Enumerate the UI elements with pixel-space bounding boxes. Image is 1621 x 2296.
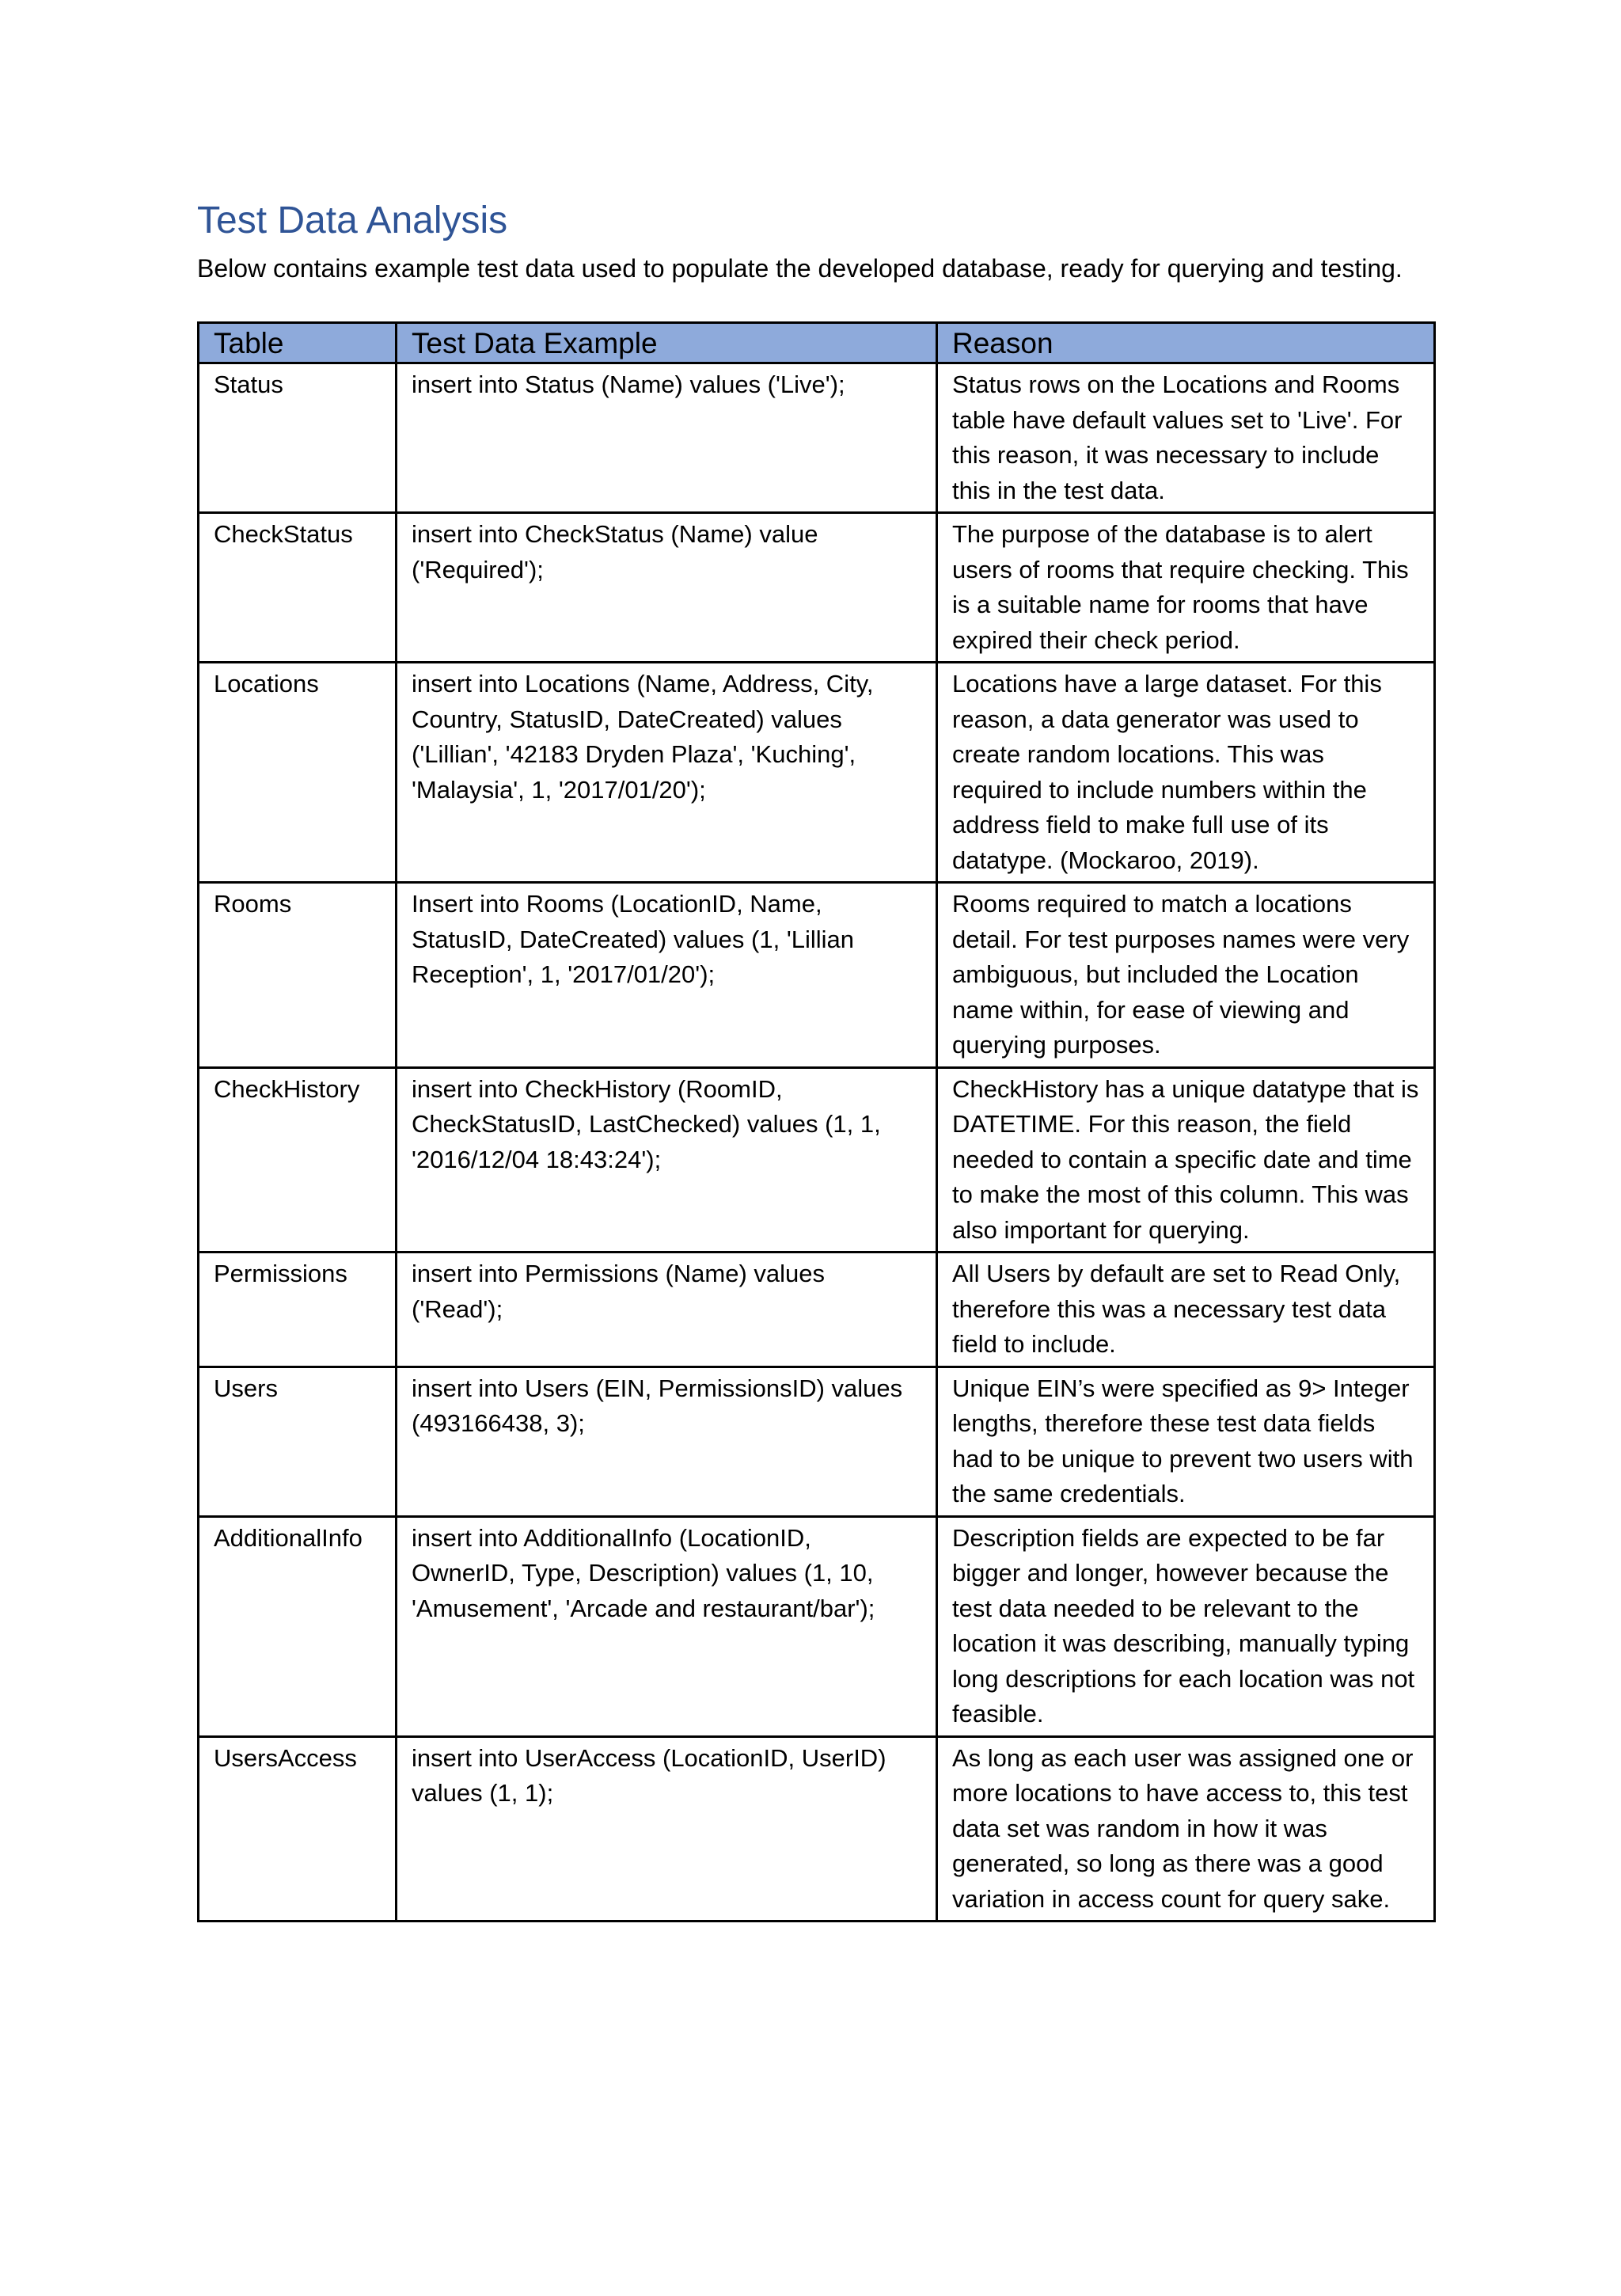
cell-example: insert into Users (EIN, PermissionsID) values (493166438, 3); [397,1367,937,1516]
cell-example: insert into CheckStatus (Name) value ('Required'); [397,513,937,663]
cell-example: insert into Locations (Name, Address, City, Country, StatusID, DateCreated) values ('Lillian', '42183 Dryden Plaza', 'Kuching', 'Malaysia', 1, '2017/01/20'); [397,663,937,883]
table-row [199,883,1435,1068]
table-row [199,1367,1435,1516]
test-data-table [197,321,1436,1922]
table-row [199,663,1435,883]
table-row [199,363,1435,513]
cell-table-name: CheckHistory [199,1067,397,1253]
cell-reason: Unique EIN’s were specified as 9> Integer lengths, therefore these test data fields had to be unique to prevent two users with the same credentials. [937,1367,1435,1516]
header-table: Table [199,323,397,363]
cell-reason: As long as each user was assigned one or more locations to have access to, this test data set was random in how it was generated, so long as there was a good variation in access count for query sake. [937,1736,1435,1922]
cell-table-name: Rooms [199,883,397,1068]
table-row [199,1736,1435,1922]
cell-table-name: Locations [199,663,397,883]
cell-reason: Rooms required to match a locations detail. For test purposes names were very ambiguous, but included the Location name within, for ease of viewing and querying purposes. [937,883,1435,1068]
header-reason: Reason [937,323,1435,363]
table-row [199,1516,1435,1736]
page-title: Test Data Analysis [197,200,508,241]
table-row [199,1253,1435,1367]
cell-reason: Description fields are expected to be far bigger and longer, however because the test data needed to be relevant to the location it was describing, manually typing long descriptions for each location was not feasible. [937,1516,1435,1736]
cell-example: insert into CheckHistory (RoomID, CheckStatusID, LastChecked) values (1, 1, '2016/12/04 18:43:24'); [397,1067,937,1253]
cell-example: insert into UserAccess (LocationID, UserID) values (1, 1); [397,1736,937,1922]
intro-paragraph: Below contains example test data used to populate the developed database, ready for querying and testing. [197,254,1403,283]
cell-reason: Locations have a large dataset. For this reason, a data generator was used to create random locations. This was required to include numbers within the address field to make full use of its datatype. (Mockaroo, 2019). [937,663,1435,883]
cell-table-name: Status [199,363,397,513]
cell-table-name: AdditionalInfo [199,1516,397,1736]
cell-reason: All Users by default are set to Read Only, therefore this was a necessary test data field to include. [937,1253,1435,1367]
table-header-row [199,323,1435,363]
cell-table-name: Users [199,1367,397,1516]
cell-example: insert into Status (Name) values ('Live'); [397,363,937,513]
cell-example: Insert into Rooms (LocationID, Name, StatusID, DateCreated) values (1, 'Lillian Reception', 1, '2017/01/20'); [397,883,937,1068]
cell-table-name: CheckStatus [199,513,397,663]
cell-example: insert into AdditionalInfo (LocationID, OwnerID, Type, Description) values (1, 10, 'Amusement', 'Arcade and restaurant/bar'); [397,1516,937,1736]
table-row [199,1067,1435,1253]
cell-reason: The purpose of the database is to alert users of rooms that require checking. This is a suitable name for rooms that have expired their check period. [937,513,1435,663]
table-row [199,513,1435,663]
cell-example: insert into Permissions (Name) values ('Read'); [397,1253,937,1367]
header-test-data-example: Test Data Example [397,323,937,363]
cell-table-name: UsersAccess [199,1736,397,1922]
cell-reason: CheckHistory has a unique datatype that is DATETIME. For this reason, the field needed to contain a specific date and time to make the most of this column. This was also important for querying. [937,1067,1435,1253]
cell-reason: Status rows on the Locations and Rooms table have default values set to 'Live'. For this reason, it was necessary to include this in the test data. [937,363,1435,513]
cell-table-name: Permissions [199,1253,397,1367]
